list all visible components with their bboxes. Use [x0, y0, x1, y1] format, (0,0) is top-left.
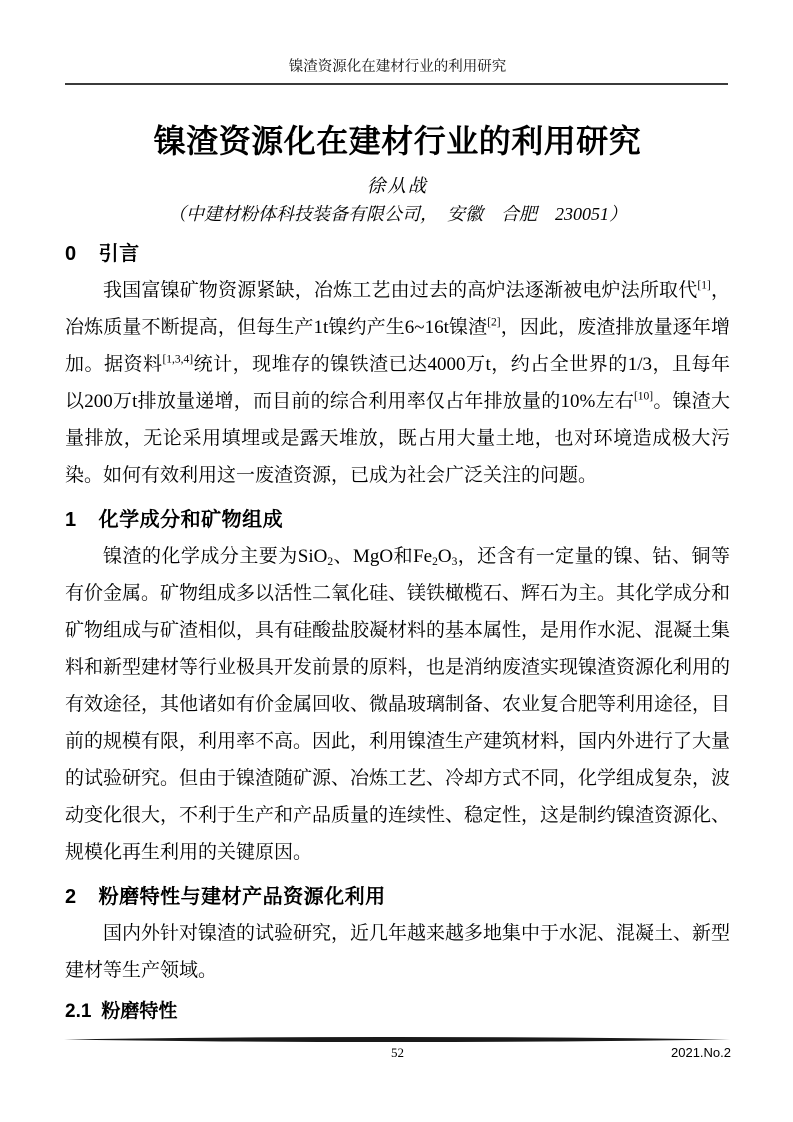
paragraph: 镍渣的化学成分主要为SiO$_2$、MgO和$Fe_2O_3$，还含有一定量的镍、钴、铜等有价金属。矿物组成多以活性二氧化硅、镁铁橄榄石、辉石为主。其化学成分和矿物组成与矿渣相似，具有硅酸盐胶凝材料的基本属性，是用作水泥、混凝土集料和新型建材等行业极具开发前景的原料，也是消纳废渣实现镍渣资源化利用的有效途径，其他诸如有价金属回收、微晶玻璃制备、农业复合肥等利用途径，目前的规模有限，利用率不高。因此，利用镍渣生产建筑材料，国内外进行了大量的试验研究。但由于镍渣随矿源、冶炼工艺、冷却方式不同，化学组成复杂，波动变化很大，不利于生产和产品质量的连续性、稳定性，这是制约镍渣资源化、规模化再生利用的关键原因。: [65, 546, 731, 863]
chemical-subscript: 2: [432, 556, 438, 568]
section-title: 引言: [98, 243, 140, 265]
section-number: 0: [65, 243, 77, 265]
author-affiliation: （中建材粉体科技装备有限公司， 安徽 合肥 230051）: [168, 204, 627, 224]
citation-superscript: [1,3,4]: [162, 353, 194, 366]
paragraph: 我国富镍矿物资源紧缺，冶炼工艺由过去的高炉法逐渐被电炉法所取代[1]，冶炼质量不断提高，但每生产1t镍约产生6~16t镍渣[2]，因此，废渣排放量逐年增加。据资料[1,3,4]统计，现堆存的镍铁渣已达4000万t，约占全世界的1/3，且每年以200万t排放量递增，而目前的综合利用率仅占年排放量的10%左右[10]。镍渣大量排放，无论采用填埋或是露天堆放，既占用大量土地，也对环境造成极大污染。如何有效利用这一废渣资源，已成为社会广泛关注的问题。: [65, 279, 730, 486]
author-name: 徐从战: [366, 177, 429, 197]
chemical-subscript: 2: [327, 556, 334, 568]
subsection-heading: [65, 997, 730, 1027]
section-number: 2.1: [65, 1001, 92, 1022]
section-number: 2: [65, 886, 77, 908]
issue-number: 2021.No.2: [671, 1045, 731, 1060]
citation-superscript: [10]: [633, 390, 654, 403]
section-heading: [65, 504, 730, 536]
article-title: 镍渣资源化在建材行业的利用研究: [153, 123, 642, 159]
sections-container: [65, 238, 730, 1027]
running-head: 镍渣资源化在建材行业的利用研究: [288, 59, 507, 75]
header-rule: [65, 83, 728, 85]
citation-superscript: [1]: [697, 279, 711, 292]
page-number: 52: [391, 1045, 404, 1060]
section-title: 粉磨特性与建材产品资源化利用: [98, 886, 386, 908]
footer-rule: [64, 1036, 730, 1043]
chemical-subscript: 3: [451, 556, 458, 568]
section-title: 粉磨特性: [101, 1001, 178, 1022]
citation-superscript: [2]: [487, 316, 501, 329]
section-number: 1: [65, 509, 77, 531]
section-heading: [65, 881, 730, 913]
section-heading: [65, 238, 730, 270]
section-title: 化学成分和矿物组成: [98, 509, 284, 531]
paragraph: 国内外针对镍渣的试验研究，近几年越来越多地集中于水泥、混凝土、新型建材等生产领域。: [65, 923, 731, 981]
article-body: [65, 118, 730, 1027]
